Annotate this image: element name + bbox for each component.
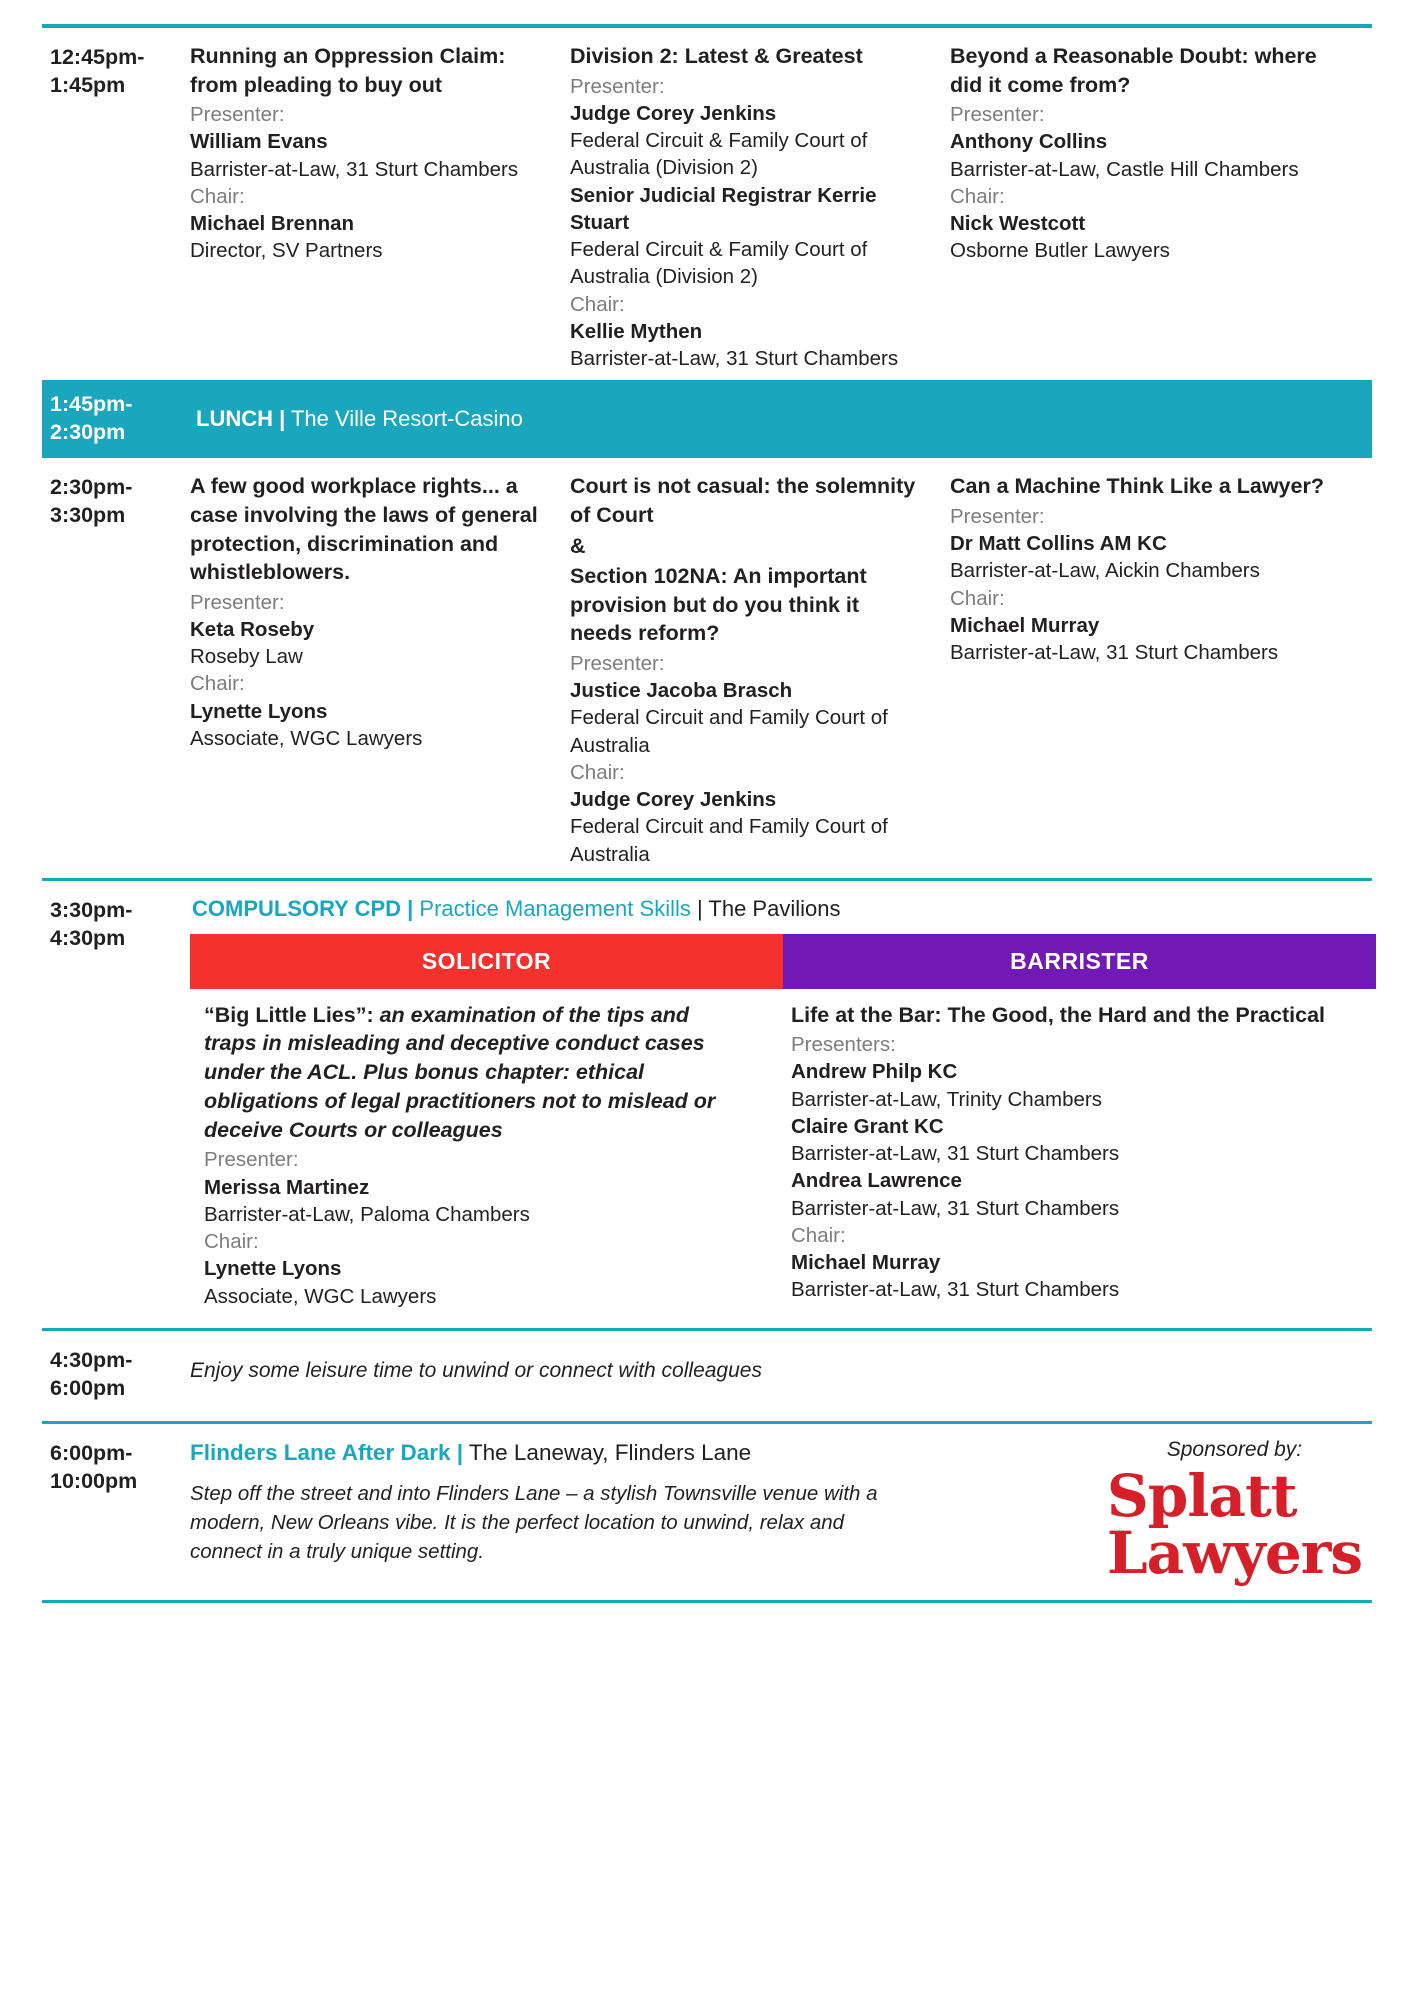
cpd-track-headers: [190, 934, 1376, 989]
lunch-time: [42, 391, 190, 447]
presenter-label: Presenter:: [190, 590, 285, 614]
presenters-label: Presenters:: [791, 1033, 896, 1057]
chair-label: Chair:: [791, 1223, 846, 1247]
presenter-label: Presenter:: [950, 103, 1045, 127]
chair-label: Chair:: [570, 292, 625, 316]
lunch-venue: The Ville Resort-Casino: [290, 406, 523, 432]
presenter-name: Merissa Martinez: [204, 1175, 370, 1199]
chair-name: Michael Brennan: [190, 212, 355, 236]
chair-org: Barrister-at-Law, 31 Sturt Chambers: [570, 347, 899, 371]
chair-org: Barrister-at-Law, 31 Sturt Chambers: [791, 1278, 1120, 1302]
time-end: 10:00pm: [50, 1468, 138, 1493]
time-end: 2:30pm: [50, 420, 126, 445]
time-start: 2:30pm-: [50, 475, 133, 500]
presenter-label: Presenter:: [570, 74, 665, 98]
presenter-org: Barrister-at-Law, 31 Sturt Chambers: [190, 157, 519, 181]
session-title: Can a Machine Think Like a Lawyer?: [950, 474, 1324, 499]
leisure-content: [190, 1331, 1372, 1385]
session-card: [570, 42, 950, 372]
afterdark-heading: [190, 1438, 1107, 1467]
presenter-name: Anthony Collins: [950, 130, 1108, 154]
chair-org: Director, SV Partners: [190, 239, 383, 263]
chair-label: Chair:: [950, 184, 1005, 208]
chair-org: Associate, WGC Lawyers: [204, 1284, 437, 1308]
afterdark-heading-blue: Flinders Lane After Dark |: [190, 1439, 464, 1465]
chair-name: Michael Murray: [950, 613, 1100, 637]
sponsor-label: Sponsored by:: [1166, 1437, 1303, 1461]
presenter-name: Justice Jacoba Brasch: [570, 679, 793, 703]
chair-name: Nick Westcott: [950, 212, 1086, 236]
session-card: [950, 472, 1380, 868]
presenter-label: Presenter:: [190, 103, 285, 127]
presenter-name-2: Senior Judicial Registrar Kerrie Stuart: [570, 183, 877, 234]
session-title: Beyond a Reasonable Doubt: where did it come from?: [950, 44, 1317, 97]
time-end: 3:30pm: [50, 503, 126, 528]
chair-label: Chair:: [950, 586, 1005, 610]
time-slot-230: [42, 458, 190, 530]
presenter-org: Roseby Law: [190, 645, 303, 669]
chair-label: Chair:: [204, 1230, 259, 1254]
session-card: [950, 42, 1380, 372]
solicitor-title: [204, 1001, 747, 1145]
time-slot-330: [42, 881, 190, 953]
cpd-row: [42, 881, 1372, 1310]
presenter-name-1: Andrew Philp KC: [791, 1060, 958, 1084]
track-header-barrister: BARRISTER: [783, 934, 1376, 989]
time-end: 6:00pm: [50, 1375, 126, 1400]
presenter-label: Presenter:: [950, 504, 1045, 528]
presenter-org: Federal Circuit and Family Court of Australia: [570, 706, 888, 757]
chair-label: Chair:: [570, 760, 625, 784]
presenter-org-1: Barrister-at-Law, Trinity Chambers: [791, 1087, 1103, 1111]
chair-name: Lynette Lyons: [204, 1257, 342, 1281]
presenter-name-3: Andrea Lawrence: [791, 1169, 962, 1193]
session-row-1245: [42, 28, 1372, 372]
session-card: [570, 472, 950, 868]
session-content-230: [190, 458, 1380, 868]
chair-label: Chair:: [190, 672, 245, 696]
presenter-name: Dr Matt Collins AM KC: [950, 532, 1167, 556]
afterdark-body: Step off the street and into Flinders Lane – a stylish Townsville venue with a modern, New Orleans vibe. It is the perfect location to unwind, relax and connect in a truly unique setting.: [190, 1482, 878, 1564]
barrister-title: Life at the Bar: The Good, the Hard and the Practical: [791, 1002, 1326, 1027]
sponsor-block: [1106, 1437, 1372, 1587]
presenter-org-3: Barrister-at-Law, 31 Sturt Chambers: [791, 1196, 1120, 1220]
chair-org: Federal Circuit and Family Court of Australia: [570, 815, 888, 866]
presenter-name-2: Claire Grant KC: [791, 1114, 944, 1138]
cpd-heading-mid: Practice Management Skills: [413, 895, 691, 921]
time-start: 4:30pm-: [50, 1347, 133, 1372]
session-title-2: Section 102NA: An important provision but do you think it needs reform?: [570, 564, 867, 646]
time-start: 3:30pm-: [50, 897, 133, 922]
presenter-org: Federal Circuit & Family Court of Australia (Division 2): [570, 129, 868, 180]
leisure-text: Enjoy some leisure time to unwind or connect with colleagues: [190, 1358, 762, 1382]
session-title: Running an Oppression Claim: from pleading to buy out: [190, 44, 506, 97]
presenter-org-2: Barrister-at-Law, 31 Sturt Chambers: [791, 1142, 1120, 1166]
presenter-name: Keta Roseby: [190, 617, 315, 641]
session-title: Division 2: Latest & Greatest: [570, 44, 863, 68]
time-slot-430: [42, 1331, 190, 1403]
cpd-track-body: [190, 1001, 1376, 1310]
time-start: 1:45pm-: [50, 392, 133, 417]
presenter-label: Presenter:: [570, 651, 665, 675]
session-title: A few good workplace rights... a case involving the laws of general protection, discrimination and whistleblowers.: [190, 474, 538, 585]
lunch-text: [190, 406, 523, 432]
time-end: 1:45pm: [50, 72, 126, 97]
bottom-divider: [42, 1600, 1372, 1603]
solicitor-session: [190, 1001, 783, 1310]
presenter-org: Barrister-at-Law, Paloma Chambers: [204, 1202, 530, 1226]
presenter-name: William Evans: [190, 130, 328, 154]
cpd-content: [190, 881, 1376, 1310]
session-title-ampersand: &: [570, 533, 586, 558]
solicitor-title-rest: an examination of the tips and traps in misleading and deceptive conduct cases under the ACL. Plus bonus chapter: ethical obligations of legal practitioners not to mislead or deceive Courts or colleagues: [204, 1002, 716, 1142]
chair-name: Lynette Lyons: [190, 699, 328, 723]
time-start: 6:00pm-: [50, 1440, 133, 1465]
chair-org: Osborne Butler Lawyers: [950, 239, 1170, 263]
time-slot-600: [42, 1424, 190, 1496]
track-header-solicitor: SOLICITOR: [190, 934, 783, 989]
cpd-heading: [192, 895, 1376, 924]
afterdark-row: [42, 1424, 1372, 1587]
presenter-name: Judge Corey Jenkins: [570, 101, 777, 125]
session-card: [190, 42, 570, 372]
presenter-org: Barrister-at-Law, Castle Hill Chambers: [950, 157, 1299, 181]
time-slot-1245: [42, 28, 190, 100]
session-content-1245: [190, 28, 1380, 372]
afterdark-heading-venue: The Laneway, Flinders Lane: [463, 1439, 752, 1465]
chair-name: Judge Corey Jenkins: [570, 788, 777, 812]
chair-name: Kellie Mythen: [570, 319, 703, 343]
afterdark-content: [190, 1424, 1372, 1587]
cpd-heading-venue: | The Pavilions: [690, 895, 841, 921]
sponsor-logo-line1: Splatt: [1106, 1461, 1297, 1530]
solicitor-title-quote: “Big Little Lies”:: [204, 1002, 374, 1027]
time-end: 4:30pm: [50, 925, 126, 950]
lunch-label: LUNCH |: [196, 406, 286, 432]
presenter-org-2: Federal Circuit & Family Court of Australia (Division 2): [570, 238, 868, 289]
barrister-session: [783, 1001, 1376, 1310]
splatt-lawyers-logo: [1106, 1461, 1362, 1587]
lunch-band: [42, 380, 1372, 458]
chair-org: Associate, WGC Lawyers: [190, 726, 423, 750]
time-start: 12:45pm-: [50, 45, 145, 69]
session-title: Court is not casual: the solemnity of Court: [570, 474, 916, 527]
cpd-heading-bold: COMPULSORY CPD |: [192, 895, 414, 921]
presenter-org: Barrister-at-Law, Aickin Chambers: [950, 559, 1260, 583]
session-row-230: [42, 458, 1372, 868]
chair-name: Michael Murray: [791, 1251, 941, 1275]
presenter-label: Presenter:: [204, 1148, 299, 1172]
session-card: [190, 472, 570, 868]
chair-label: Chair:: [190, 184, 245, 208]
chair-org: Barrister-at-Law, 31 Sturt Chambers: [950, 641, 1279, 665]
leisure-row: [42, 1331, 1372, 1403]
sponsor-logo-line2: Lawyers: [1106, 1518, 1362, 1587]
